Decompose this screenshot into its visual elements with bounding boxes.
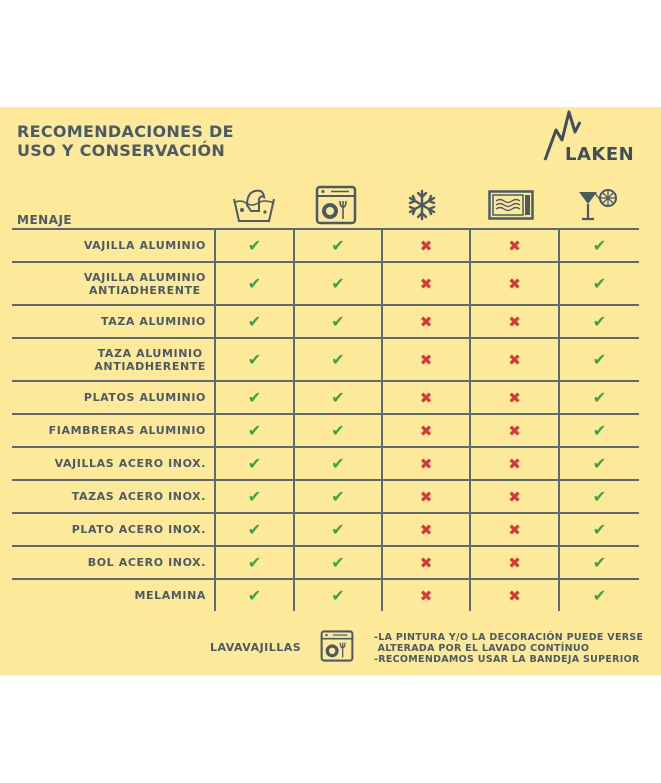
table-cell <box>558 306 639 337</box>
table-cell <box>469 382 558 413</box>
cross-icon: ✖ <box>419 388 433 407</box>
cross-icon: ✖ <box>508 421 521 440</box>
cross-icon: ✖ <box>419 274 433 293</box>
table-cell <box>214 547 293 578</box>
table-cell <box>469 580 558 611</box>
table-row <box>12 413 639 446</box>
cross-icon: ✖ <box>508 350 521 369</box>
check-icon: ✔ <box>247 388 262 407</box>
check-icon: ✔ <box>592 454 607 473</box>
check-icon: ✔ <box>592 421 607 440</box>
cross-icon: ✖ <box>419 553 433 572</box>
cross-icon: ✖ <box>508 274 521 293</box>
check-icon: ✔ <box>331 586 345 605</box>
table-cell <box>214 306 293 337</box>
table-cell <box>558 514 639 545</box>
table-cell <box>469 547 558 578</box>
dishwasher-icon <box>312 183 360 227</box>
table-cell <box>558 230 639 261</box>
table-cell <box>214 481 293 512</box>
check-icon: ✔ <box>592 312 607 331</box>
check-icon: ✔ <box>247 236 262 255</box>
table-cell <box>469 230 558 261</box>
check-icon: ✔ <box>247 520 262 539</box>
table-cell <box>293 382 381 413</box>
check-icon: ✔ <box>331 236 345 255</box>
table-cell <box>469 415 558 446</box>
table-cell <box>293 263 381 304</box>
table-cell <box>293 306 381 337</box>
row-label: TAZA ALUMINIO ANTIADHERENTE <box>94 346 206 373</box>
check-icon: ✔ <box>331 454 345 473</box>
table-cell <box>293 448 381 479</box>
cross-icon: ✖ <box>419 350 433 369</box>
footer-note: ALTERADA POR EL LAVADO CONTÍNUO <box>374 643 590 654</box>
check-icon: ✔ <box>247 487 262 506</box>
hand-wash-icon <box>230 183 278 227</box>
cross-icon: ✖ <box>508 487 521 506</box>
row-label: VAJILLA ALUMINIO ANTIADHERENTE <box>83 270 206 297</box>
table-cell <box>381 514 469 545</box>
table-cell <box>469 448 558 479</box>
check-icon: ✔ <box>247 454 262 473</box>
table-cell <box>381 580 469 611</box>
table-cell <box>558 263 639 304</box>
table-cell <box>558 448 639 479</box>
table-cell <box>381 306 469 337</box>
check-icon: ✔ <box>331 274 345 293</box>
table-cell <box>381 448 469 479</box>
check-icon: ✔ <box>331 421 345 440</box>
title-line-2: USO Y CONSERVACIÓN <box>17 141 226 160</box>
table-cell <box>214 580 293 611</box>
cross-icon: ✖ <box>419 586 433 605</box>
table-cell <box>293 580 381 611</box>
row-label-cell <box>12 306 214 337</box>
row-label-cell <box>12 415 214 446</box>
table-cell <box>214 230 293 261</box>
cross-icon: ✖ <box>419 487 433 506</box>
row-label-cell <box>12 514 214 545</box>
table-cell <box>469 339 558 380</box>
cross-icon: ✖ <box>508 586 521 605</box>
check-icon: ✔ <box>247 350 262 369</box>
row-label-cell <box>12 263 214 304</box>
cross-icon: ✖ <box>419 312 433 331</box>
row-label: MELAMINA <box>134 589 206 602</box>
check-icon: ✔ <box>592 586 607 605</box>
table-cell <box>293 230 381 261</box>
table-cell <box>558 415 639 446</box>
check-icon: ✔ <box>592 236 607 255</box>
freezer-icon <box>398 183 446 227</box>
check-icon: ✔ <box>247 586 262 605</box>
table-cell <box>293 339 381 380</box>
check-icon: ✔ <box>592 350 607 369</box>
check-icon: ✔ <box>331 388 345 407</box>
row-label: BOL ACERO INOX. <box>87 556 206 569</box>
table-cell <box>214 382 293 413</box>
compatibility-table <box>12 228 639 611</box>
check-icon: ✔ <box>247 421 262 440</box>
table-row <box>12 545 639 578</box>
row-label: FIAMBRERAS ALUMINIO <box>48 424 206 437</box>
table-row <box>12 380 639 413</box>
check-icon: ✔ <box>331 487 345 506</box>
row-label-cell <box>12 339 214 380</box>
check-icon: ✔ <box>331 312 345 331</box>
table-cell <box>381 263 469 304</box>
row-label-cell <box>12 230 214 261</box>
microwave-icon <box>487 183 535 227</box>
table-row <box>12 337 639 380</box>
table-cell <box>558 382 639 413</box>
table-cell <box>381 547 469 578</box>
check-icon: ✔ <box>592 520 607 539</box>
table-cell <box>469 514 558 545</box>
table-cell <box>214 263 293 304</box>
table-cell <box>558 580 639 611</box>
table-cell <box>293 514 381 545</box>
cross-icon: ✖ <box>508 520 521 539</box>
table-cell <box>381 339 469 380</box>
table-cell <box>293 481 381 512</box>
cross-icon: ✖ <box>508 236 521 255</box>
footer-note: -RECOMENDAMOS USAR LA BANDEJA SUPERIOR <box>374 654 640 665</box>
row-label-cell <box>12 448 214 479</box>
row-label-cell <box>12 481 214 512</box>
check-icon: ✔ <box>331 350 345 369</box>
check-icon: ✔ <box>592 274 607 293</box>
cross-icon: ✖ <box>419 421 433 440</box>
row-label: PLATO ACERO INOX. <box>71 523 206 536</box>
cross-icon: ✖ <box>508 454 521 473</box>
row-label-cell <box>12 580 214 611</box>
table-cell <box>558 547 639 578</box>
row-label: TAZAS ACERO INOX. <box>71 490 206 503</box>
page-title <box>17 122 234 160</box>
table-cell <box>469 306 558 337</box>
table-cell <box>558 481 639 512</box>
cross-icon: ✖ <box>508 388 521 407</box>
row-label-cell <box>12 382 214 413</box>
row-label-cell <box>12 547 214 578</box>
table-row <box>12 578 639 611</box>
table-cell <box>214 339 293 380</box>
footer-note: -LA PINTURA Y/O LA DECORACIÓN PUEDE VERSE <box>374 632 644 643</box>
table-cell <box>469 481 558 512</box>
drinks-icon <box>574 183 622 227</box>
check-icon: ✔ <box>592 388 607 407</box>
check-icon: ✔ <box>247 553 262 572</box>
table-cell <box>381 230 469 261</box>
cross-icon: ✖ <box>419 520 433 539</box>
cross-icon: ✖ <box>508 312 521 331</box>
table-cell <box>293 415 381 446</box>
table-row <box>12 304 639 337</box>
table-cell <box>381 382 469 413</box>
cross-icon: ✖ <box>419 454 433 473</box>
table-row <box>12 446 639 479</box>
brand-name: LAKEN <box>565 144 635 165</box>
table-cell <box>214 415 293 446</box>
row-label: VAJILLA ALUMINIO <box>83 239 206 252</box>
menaje-header: MENAJE <box>17 213 73 227</box>
check-icon: ✔ <box>247 312 262 331</box>
table-cell <box>381 415 469 446</box>
table-cell <box>469 263 558 304</box>
check-icon: ✔ <box>247 274 262 293</box>
table-cell <box>381 481 469 512</box>
table-row <box>12 479 639 512</box>
cross-icon: ✖ <box>508 553 521 572</box>
table-cell <box>293 547 381 578</box>
check-icon: ✔ <box>592 553 607 572</box>
check-icon: ✔ <box>331 520 345 539</box>
footer-label: LAVAVAJILLAS <box>210 641 302 654</box>
row-label: TAZA ALUMINIO <box>100 315 206 328</box>
table-cell <box>558 339 639 380</box>
title-line-1: RECOMENDACIONES DE <box>17 122 234 141</box>
row-label: PLATOS ALUMINIO <box>83 391 206 404</box>
row-label: VAJILLAS ACERO INOX. <box>54 457 206 470</box>
check-icon: ✔ <box>592 487 607 506</box>
table-row <box>12 261 639 304</box>
cross-icon: ✖ <box>419 236 433 255</box>
table-cell <box>214 448 293 479</box>
table-row <box>12 228 639 261</box>
footer-notes <box>374 632 643 665</box>
dishwasher-icon <box>320 628 354 668</box>
table-row <box>12 512 639 545</box>
table-cell <box>214 514 293 545</box>
check-icon: ✔ <box>331 553 345 572</box>
